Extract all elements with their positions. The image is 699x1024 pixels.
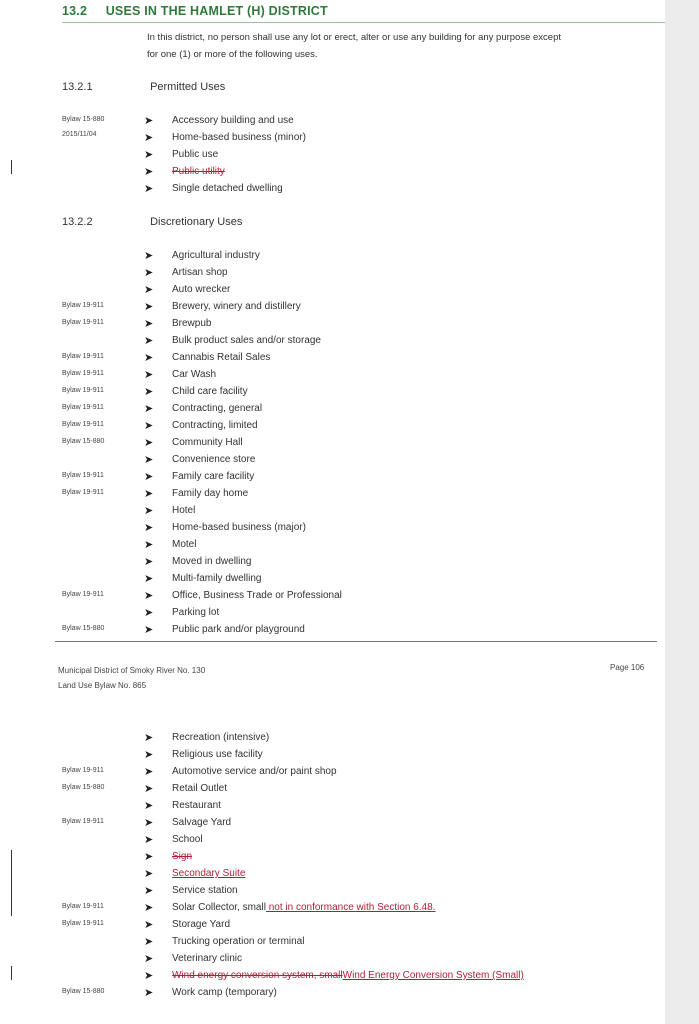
list-item [0,487,665,504]
list-item [0,385,665,402]
use-label: Brewpub [172,318,212,329]
use-label: Community Hall [172,437,243,448]
bullet-arrow-icon: ➤ [144,800,154,812]
list-item [0,867,665,884]
amendment-date: 2015/11/04 [62,131,97,138]
bylaw-reference: Bylaw 15-880 [62,116,105,123]
bylaw-reference: Bylaw 19-911 [62,319,104,326]
use-label: Public utility [172,166,225,177]
list-item [0,300,665,317]
use-label: Hotel [172,505,196,516]
list-item [0,850,665,867]
use-label: Office, Business Trade or Professional [172,590,342,601]
list-item [0,470,665,487]
use-label: Single detached dwelling [172,183,283,194]
list-item [0,266,665,283]
bylaw-reference: Bylaw 15-880 [62,988,105,995]
bullet-arrow-icon: ➤ [144,624,154,636]
list-item [0,589,665,606]
bullet-arrow-icon: ➤ [144,471,154,483]
bullet-arrow-icon: ➤ [144,267,154,279]
use-label: Agricultural industry [172,250,260,261]
use-label: Family care facility [172,471,255,482]
use-label: Automotive service and/or paint shop [172,766,337,777]
subsection-number: 13.2.1 [62,81,93,93]
page-break-divider [55,641,657,642]
bullet-arrow-icon: ➤ [144,505,154,517]
change-bar [11,160,12,174]
use-label: Recreation (intensive) [172,732,270,743]
list-item [0,182,665,199]
list-item [0,148,665,165]
bullet-arrow-icon: ➤ [144,902,154,914]
bullet-arrow-icon: ➤ [144,386,154,398]
use-label: Family day home [172,488,249,499]
bylaw-reference: Bylaw 19-911 [62,387,104,394]
use-label: Work camp (temporary) [172,987,277,998]
bylaw-reference: Bylaw 19-911 [62,472,104,479]
footer-municipality: Municipal District of Smoky River No. 130 [58,666,206,675]
section-title: USES IN THE HAMLET (H) DISTRICT [105,4,328,18]
use-label: Salvage Yard [172,817,232,828]
intro-paragraph [147,29,667,63]
list-item [0,816,665,833]
use-label: Artisan shop [172,267,228,278]
bullet-arrow-icon: ➤ [144,556,154,568]
bullet-arrow-icon: ➤ [144,590,154,602]
footer-bylaw: Land Use Bylaw No. 865 [58,681,147,690]
list-item [0,165,665,182]
bullet-arrow-icon: ➤ [144,749,154,761]
bullet-arrow-icon: ➤ [144,919,154,931]
list-item [0,555,665,572]
bullet-arrow-icon: ➤ [144,851,154,863]
list-item [0,453,665,470]
page-number: Page 106 [610,663,645,672]
use-label: Child care facility [172,386,248,397]
discretionary-uses-heading [62,216,242,228]
bullet-arrow-icon: ➤ [144,149,154,161]
use-label: Multi-family dwelling [172,573,262,584]
list-item [0,782,665,799]
use-label: Contracting, limited [172,420,258,431]
permitted-uses-heading [62,81,225,93]
list-item [0,935,665,952]
list-item [0,833,665,850]
bylaw-reference: Bylaw 19-911 [62,370,104,377]
bullet-arrow-icon: ➤ [144,166,154,178]
use-label: Public park and/or playground [172,624,305,635]
page-footer [58,663,205,693]
bylaw-reference: Bylaw 19-911 [62,818,104,825]
list-item [0,504,665,521]
list-item [0,731,665,748]
subsection-title: Permitted Uses [150,81,226,93]
use-label [172,970,524,981]
use-label: School [172,834,203,845]
bylaw-reference: Bylaw 15-880 [62,438,105,445]
list-item [0,765,665,782]
bullet-arrow-icon: ➤ [144,369,154,381]
change-bar [11,966,12,980]
bullet-arrow-icon: ➤ [144,420,154,432]
bullet-arrow-icon: ➤ [144,868,154,880]
bullet-arrow-icon: ➤ [144,488,154,500]
bylaw-reference: Bylaw 15-880 [62,625,105,632]
list-item [0,419,665,436]
bullet-arrow-icon: ➤ [144,817,154,829]
list-item [0,368,665,385]
bullet-arrow-icon: ➤ [144,885,154,897]
list-item [0,538,665,555]
bullet-arrow-icon: ➤ [144,766,154,778]
bylaw-reference: Bylaw 19-911 [62,920,104,927]
use-label: Brewery, winery and distillery [172,301,301,312]
bullet-arrow-icon: ➤ [144,250,154,262]
list-item [0,317,665,334]
list-item [0,884,665,901]
subsection-title: Discretionary Uses [150,216,243,228]
use-label: Trucking operation or terminal [172,936,305,947]
bullet-arrow-icon: ➤ [144,284,154,296]
use-label: Sign [172,851,193,862]
bullet-arrow-icon: ➤ [144,115,154,127]
list-item [0,283,665,300]
list-item [0,402,665,419]
use-label: Retail Outlet [172,783,228,794]
bullet-arrow-icon: ➤ [144,834,154,846]
use-label: Religious use facility [172,749,263,760]
list-item [0,114,665,131]
heading-divider [62,22,665,23]
list-item [0,351,665,368]
list-item [0,572,665,589]
bullet-arrow-icon: ➤ [144,352,154,364]
list-item [0,969,665,986]
bylaw-reference: Bylaw 19-911 [62,353,104,360]
bullet-arrow-icon: ➤ [144,573,154,585]
bylaw-reference: Bylaw 19-911 [62,302,104,309]
list-item [0,918,665,935]
use-label: Accessory building and use [172,115,294,126]
bullet-arrow-icon: ➤ [144,732,154,744]
use-label: Veterinary clinic [172,953,243,964]
use-label: Solar Collector, small not in conformance with Section 6.48. [172,902,436,913]
bullet-arrow-icon: ➤ [144,970,154,982]
use-label: Contracting, general [172,403,263,414]
bullet-arrow-icon: ➤ [144,454,154,466]
list-item [0,334,665,351]
use-label: Parking lot [172,607,220,618]
bylaw-reference: Bylaw 19-911 [62,404,104,411]
use-label: Convenience store [172,454,256,465]
bylaw-reference: Bylaw 15-880 [62,784,105,791]
list-item [0,521,665,538]
list-item [0,952,665,969]
list-item [0,748,665,765]
change-bar [11,850,12,916]
use-label: Secondary Suite [172,868,246,879]
list-item [0,986,665,1003]
list-item [0,606,665,623]
bullet-arrow-icon: ➤ [144,403,154,415]
list-item [0,131,665,148]
window-margin [665,0,699,1024]
bylaw-reference: Bylaw 19-911 [62,767,104,774]
intro-line-1: In this district, no person shall use any lot or erect, alter or use any building for any purpose except [147,32,562,43]
inserted-text: not in conformance with Section 6.48. [265,902,436,913]
bylaw-reference: Bylaw 19-911 [62,591,104,598]
use-label: Moved in dwelling [172,556,252,567]
list-item [0,249,665,266]
intro-line-2: for one (1) or more of the following uses. [147,49,318,60]
section-heading [62,4,328,18]
list-item [0,799,665,816]
use-label: Car Wash [172,369,217,380]
bullet-arrow-icon: ➤ [144,987,154,999]
subsection-number: 13.2.2 [62,216,93,228]
bullet-arrow-icon: ➤ [144,183,154,195]
bullet-arrow-icon: ➤ [144,132,154,144]
use-label: Storage Yard [172,919,231,930]
bullet-arrow-icon: ➤ [144,335,154,347]
use-label: Restaurant [172,800,221,811]
list-item [0,901,665,918]
bullet-arrow-icon: ➤ [144,607,154,619]
use-label: Bulk product sales and/or storage [172,335,321,346]
bullet-arrow-icon: ➤ [144,783,154,795]
list-item [0,623,665,640]
bullet-arrow-icon: ➤ [144,437,154,449]
use-label: Public use [172,149,219,160]
bullet-arrow-icon: ➤ [144,539,154,551]
bullet-arrow-icon: ➤ [144,301,154,313]
use-label: Cannabis Retail Sales [172,352,271,363]
use-label: Motel [172,539,197,550]
use-label: Home-based business (major) [172,522,306,533]
section-number: 13.2 [62,4,88,18]
bullet-arrow-icon: ➤ [144,953,154,965]
use-label: Service station [172,885,238,896]
list-item [0,436,665,453]
bylaw-reference: Bylaw 19-911 [62,903,104,910]
use-label: Auto wrecker [172,284,231,295]
use-label: Home-based business (minor) [172,132,306,143]
bullet-arrow-icon: ➤ [144,936,154,948]
bullet-arrow-icon: ➤ [144,522,154,534]
deleted-text: Wind energy conversion system, small [172,970,343,981]
bylaw-reference: Bylaw 19-911 [62,421,104,428]
bullet-arrow-icon: ➤ [144,318,154,330]
bylaw-reference: Bylaw 19-911 [62,489,104,496]
inserted-text: Wind Energy Conversion System (Small) [342,970,524,981]
